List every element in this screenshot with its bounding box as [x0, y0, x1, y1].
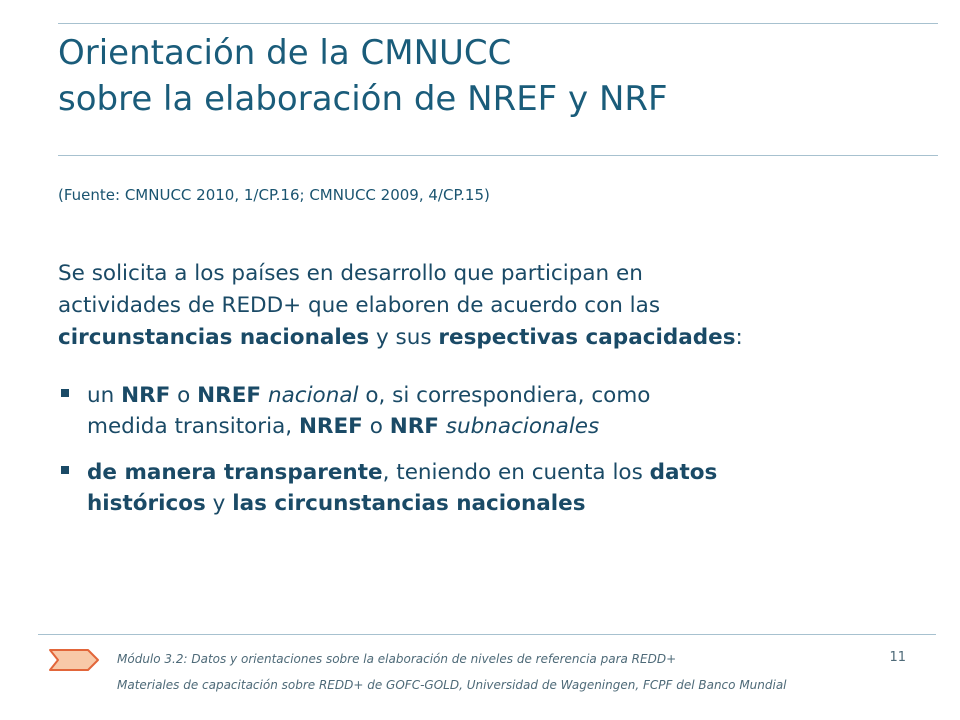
- text-segment: medida transitoria,: [87, 414, 299, 439]
- text-segment: o: [170, 383, 198, 408]
- footer-divider: [38, 634, 936, 635]
- italic-subnacionales: subnacionales: [445, 414, 600, 439]
- square-bullet-icon: [61, 389, 69, 397]
- page-number: 11: [889, 650, 906, 665]
- text-segment: o, si correspondiera, como: [358, 383, 651, 408]
- chevron-arrow-icon: [48, 648, 100, 672]
- emphasis-historicos: históricos: [87, 491, 206, 516]
- intro-colon: :: [735, 325, 743, 350]
- italic-nacional: nacional: [267, 383, 359, 408]
- title-divider: [58, 155, 938, 156]
- slide-title: [58, 30, 928, 122]
- bullet-item-reference-levels: [58, 380, 928, 442]
- text-segment: , teniendo en cuenta los: [382, 460, 650, 485]
- bullet-list: [58, 380, 928, 534]
- footer-module-text: Módulo 3.2: Datos y orientaciones sobre la elaboración de niveles de referencia para REDD+: [117, 652, 677, 666]
- bullet-1-line-2: [87, 411, 928, 442]
- emphasis-nrf: NRF: [389, 414, 439, 439]
- intro-line-2: actividades de REDD+ que elaboren de acuerdo con las: [58, 293, 661, 318]
- emphasis-national-circumstances: circunstancias nacionales: [58, 325, 370, 350]
- bullet-item-transparency: [58, 457, 928, 519]
- text-segment: un: [87, 383, 122, 408]
- square-bullet-icon: [61, 466, 69, 474]
- bullet-2-line-1: [87, 457, 928, 488]
- bullet-1-line-1: [87, 380, 928, 411]
- text-segment: [261, 383, 268, 408]
- text-segment: y: [205, 491, 233, 516]
- emphasis-capacities: respectivas capacidades: [438, 325, 736, 350]
- emphasis-nref: NREF: [197, 383, 262, 408]
- emphasis-nref: NREF: [298, 414, 363, 439]
- intro-connector: y sus: [369, 325, 439, 350]
- intro-line-3: [58, 322, 918, 354]
- emphasis-datos: datos: [649, 460, 718, 485]
- text-segment: o: [362, 414, 390, 439]
- footer-materials-text: Materiales de capacitación sobre REDD+ de GOFC-GOLD, Universidad de Wageningen, FCPF del Banco Mundial: [117, 678, 787, 692]
- intro-paragraph: [58, 258, 918, 354]
- source-citation: (Fuente: CMNUCC 2010, 1/CP.16; CMNUCC 2009, 4/CP.15): [58, 186, 490, 204]
- emphasis-circumstances: las circunstancias nacionales: [232, 491, 586, 516]
- emphasis-nrf: NRF: [121, 383, 171, 408]
- emphasis-transparent: de manera transparente: [87, 460, 383, 485]
- title-line-1: Orientación de la CMNUCC: [58, 33, 512, 73]
- top-divider: [58, 23, 938, 24]
- text-segment: [439, 414, 446, 439]
- intro-line-1: Se solicita a los países en desarrollo que participan en: [58, 261, 643, 286]
- title-line-2: sobre la elaboración de NREF y NRF: [58, 79, 668, 119]
- bullet-2-line-2: [87, 488, 928, 519]
